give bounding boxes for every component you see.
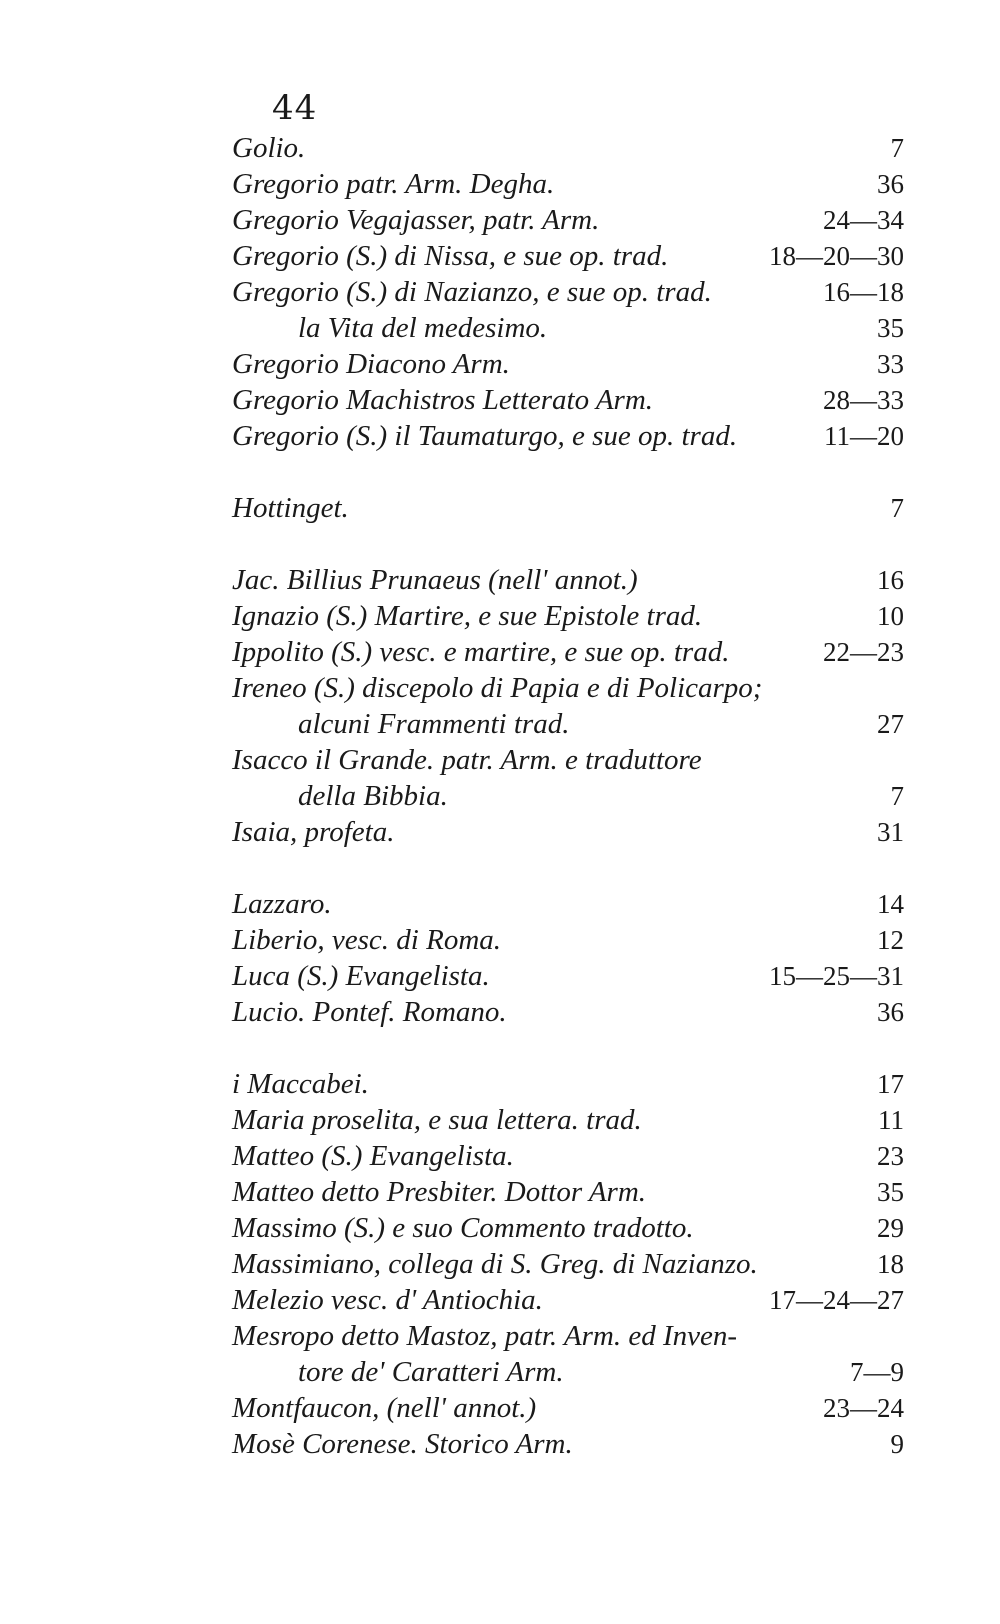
index-entry: [232, 202, 904, 238]
group-separator: [232, 1030, 904, 1066]
page-reference: 17—24—27: [769, 1285, 904, 1315]
index-term: Hottinget.: [232, 492, 349, 524]
index-term: Gregorio Vegajasser, patr. Arm.: [232, 204, 600, 236]
index-entry: [232, 1390, 904, 1426]
index-term: Maria proselita, e sua lettera. trad.: [232, 1104, 642, 1136]
index-entry: [232, 490, 904, 526]
page-reference: 36: [877, 997, 904, 1027]
page-reference: 15—25—31: [769, 961, 904, 991]
index-term: Melezio vesc. d' Antiochia.: [232, 1284, 543, 1316]
index-entry: [232, 1138, 904, 1174]
page-reference: 7: [890, 781, 904, 811]
index-entry: [232, 130, 904, 166]
index-term: Gregorio Machistros Letterato Arm.: [232, 384, 654, 416]
index-entry: [232, 706, 904, 742]
index-term: Massimo (S.) e suo Commento tradotto.: [232, 1212, 694, 1244]
index-term: tore de' Caratteri Arm.: [298, 1356, 564, 1388]
group-separator: [232, 454, 904, 490]
page-number: 44: [272, 88, 318, 128]
index-entry: [232, 598, 904, 634]
page-reference: 23: [877, 1141, 904, 1171]
page-reference: 9: [890, 1429, 904, 1459]
page-reference: 35: [877, 1177, 904, 1207]
page-reference: 35: [877, 313, 904, 343]
index-term: Matteo (S.) Evangelista.: [232, 1140, 514, 1172]
index-term: la Vita del medesimo.: [298, 312, 548, 344]
index-entry: [232, 418, 904, 454]
page-reference: 7: [890, 133, 904, 163]
index-term: Isaia, profeta.: [232, 816, 395, 848]
index-term: Luca (S.) Evangelista.: [232, 960, 490, 992]
page-reference: 18—20—30: [769, 241, 904, 271]
page-reference: 33: [877, 349, 904, 379]
index-group: [232, 1066, 904, 1462]
index-entry: [232, 778, 904, 814]
index-entry: [232, 994, 904, 1030]
index-term: Gregorio (S.) di Nissa, e sue op. trad.: [232, 240, 669, 272]
index-term: Gregorio (S.) di Nazianzo, e sue op. trad.: [232, 276, 712, 308]
index-term: i Maccabei.: [232, 1068, 369, 1100]
index-entry: [232, 1102, 904, 1138]
index-term: Ireneo (S.) discepolo di Papia e di Policarpo;: [232, 672, 763, 704]
index-entry: [232, 1246, 904, 1282]
index-term: Liberio, vesc. di Roma.: [232, 924, 502, 956]
page-reference: 31: [877, 817, 904, 847]
index-entry: [232, 634, 904, 670]
index-entry: [232, 238, 904, 274]
index-term: Lazzaro.: [232, 888, 332, 920]
page-reference: 23—24: [823, 1393, 904, 1423]
index-entry: [232, 742, 904, 778]
index-entry: [232, 1282, 904, 1318]
index-entry: [232, 1318, 904, 1354]
page-reference: 17: [877, 1069, 904, 1099]
page-reference: 27: [877, 709, 904, 739]
index-term: Montfaucon, (nell' annot.): [232, 1392, 537, 1424]
index-entry: [232, 1174, 904, 1210]
index-entry: [232, 1354, 904, 1390]
index-entry: [232, 274, 904, 310]
page-reference: 10: [877, 601, 904, 631]
index-term: alcuni Frammenti trad.: [298, 708, 570, 740]
index-term: Ignazio (S.) Martire, e sue Epistole trad.: [232, 600, 703, 632]
page-reference: 7—9: [850, 1357, 904, 1387]
index-group: [232, 490, 904, 526]
index-term: Isacco il Grande. patr. Arm. e traduttore: [232, 744, 702, 776]
index-term: Lucio. Pontef. Romano.: [232, 996, 507, 1028]
index-entry: [232, 1210, 904, 1246]
page-reference: 7: [890, 493, 904, 523]
index-entry: [232, 922, 904, 958]
index-term: Gregorio patr. Arm. Degha.: [232, 168, 555, 200]
index-term: Mesropo detto Mastoz, patr. Arm. ed Inven-: [232, 1320, 738, 1352]
index-group: [232, 562, 904, 850]
index-entry: [232, 562, 904, 598]
index-term: Ippolito (S.) vesc. e martire, e sue op. trad.: [232, 636, 730, 668]
page-reference: 29: [877, 1213, 904, 1243]
index-entry: [232, 310, 904, 346]
page-reference: 14: [877, 889, 904, 919]
index-entry: [232, 166, 904, 202]
index-entry: [232, 670, 904, 706]
group-separator: [232, 850, 904, 886]
index-entry: [232, 346, 904, 382]
page-reference: 18: [877, 1249, 904, 1279]
index-entry: [232, 958, 904, 994]
index-term: della Bibbia.: [298, 780, 448, 812]
index-term: Golio.: [232, 132, 306, 164]
page-reference: 11—20: [824, 421, 904, 451]
index-group: [232, 130, 904, 454]
index-term: Jac. Billius Prunaeus (nell' annot.): [232, 564, 638, 596]
index-term: Massimiano, collega di S. Greg. di Nazianzo.: [232, 1248, 758, 1280]
index-entry: [232, 886, 904, 922]
group-separator: [232, 526, 904, 562]
index-list: [232, 130, 904, 1462]
index-term: Matteo detto Presbiter. Dottor Arm.: [232, 1176, 647, 1208]
index-entry: [232, 1426, 904, 1462]
index-term: Mosè Corenese. Storico Arm.: [232, 1428, 573, 1460]
index-term: Gregorio Diacono Arm.: [232, 348, 510, 380]
index-term: Gregorio (S.) il Taumaturgo, e sue op. trad.: [232, 420, 738, 452]
page-reference: 24—34: [823, 205, 904, 235]
page-reference: 28—33: [823, 385, 904, 415]
index-group: [232, 886, 904, 1030]
page-reference: 16—18: [823, 277, 904, 307]
index-entry: [232, 1066, 904, 1102]
index-entry: [232, 382, 904, 418]
index-entry: [232, 814, 904, 850]
page-reference: 36: [877, 169, 904, 199]
page-reference: 12: [877, 925, 904, 955]
page-reference: 11: [878, 1105, 904, 1135]
page-reference: 16: [877, 565, 904, 595]
page-reference: 22—23: [823, 637, 904, 667]
